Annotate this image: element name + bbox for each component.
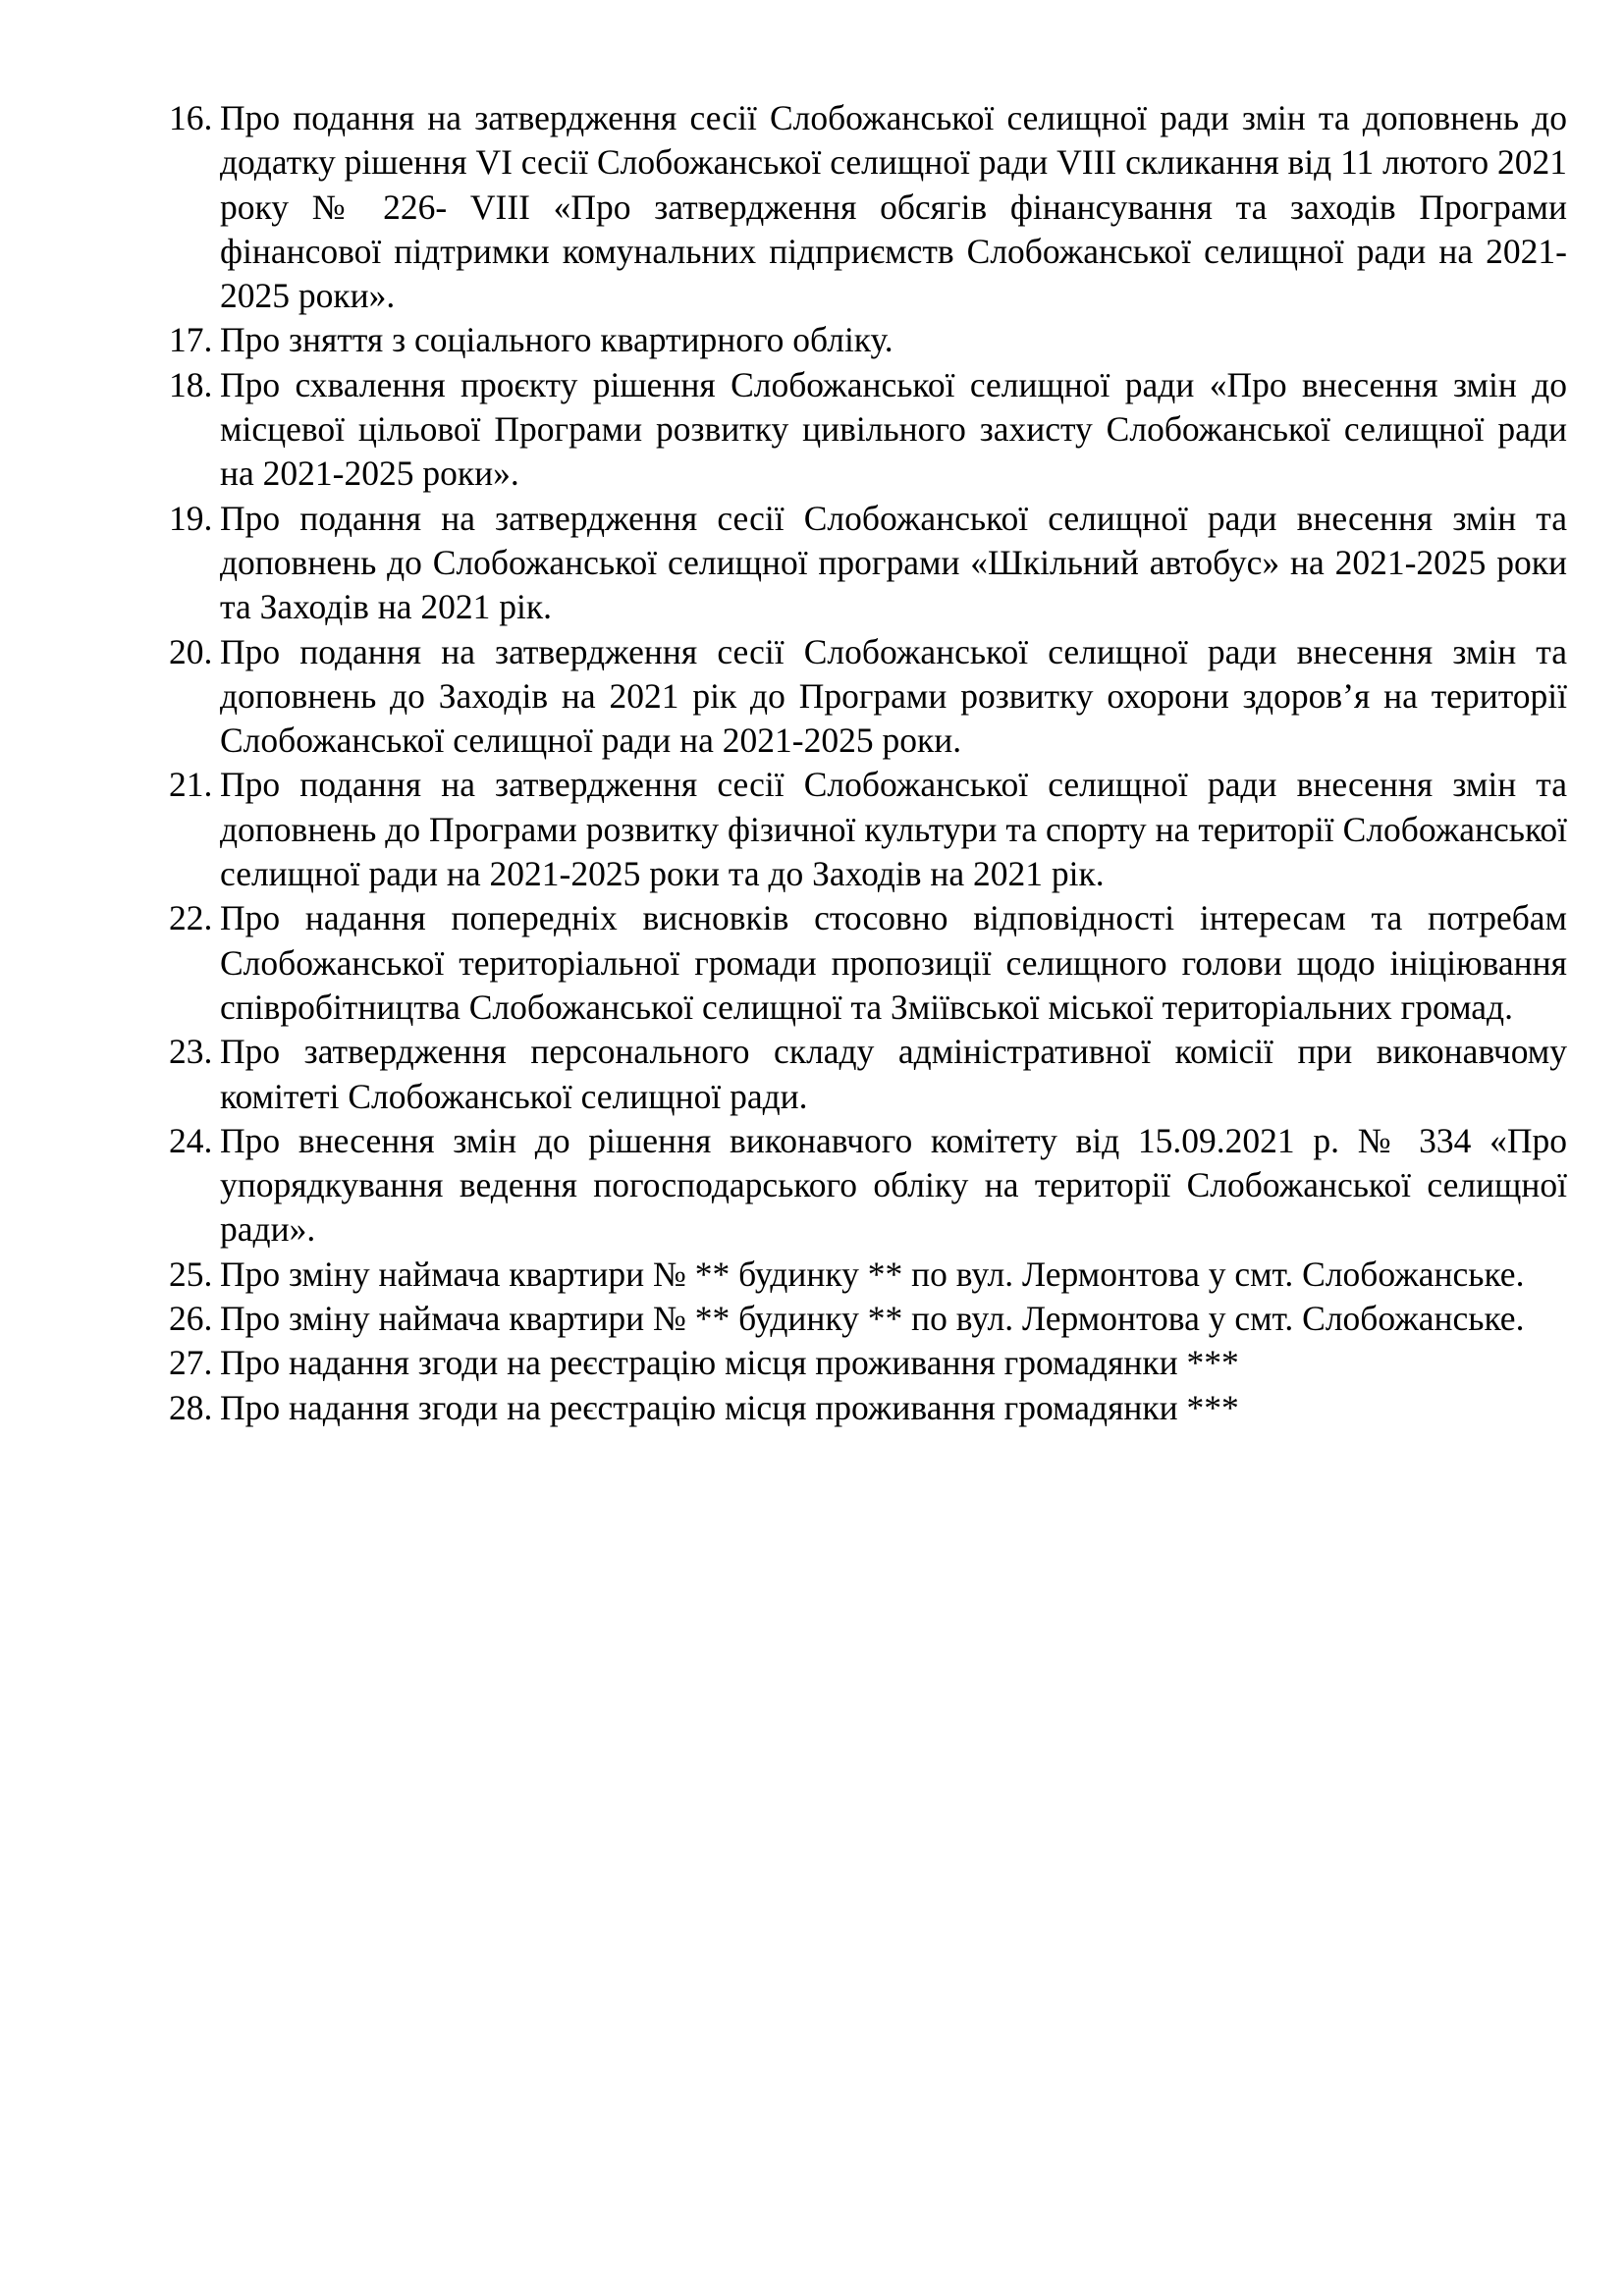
item-number: 26. — [169, 1299, 213, 1339]
item-text: Про надання згоди на реєстрацію місця проживання громадянки *** — [220, 1343, 1239, 1383]
agenda-item-18 — [169, 363, 1567, 497]
agenda-item-28 — [169, 1386, 1567, 1430]
item-text: Про подання на затвердження сесії Слобожанської селищної ради внесення змін та доповнень до Слобожанської селищної програми «Шкільний автобус» на 2021-2025 роки та Заходів на 2021 рік. — [220, 498, 1567, 627]
agenda-list — [169, 96, 1567, 1430]
agenda-item-25 — [169, 1253, 1567, 1297]
agenda-item-17 — [169, 318, 1567, 362]
item-number: 18. — [169, 364, 222, 404]
item-text: Про подання на затвердження сесії Слобожанської селищної ради змін та доповнень до додатку рішення VI сесії Слобожанської селищної ради VIII скликання від 11 лютого 2021 року № 226- VIII «Про затвердження обсягів фінансування та заходів Програми фінансової підтримки комунальних підприємств Слобожанської селищної ради на 2021-2025 роки». — [220, 98, 1568, 316]
item-number: 20. — [169, 631, 213, 671]
agenda-item-24 — [169, 1119, 1567, 1253]
agenda-item-23 — [169, 1030, 1567, 1119]
item-text: Про зміну наймача квартири № ** будинку ** по вул. Лермонтова у смт. Слобожанське. — [220, 1299, 1525, 1339]
item-number: 16. — [169, 98, 213, 137]
agenda-item-26 — [169, 1297, 1567, 1341]
item-number: 21. — [169, 765, 213, 805]
item-number: 24. — [169, 1120, 213, 1160]
item-number: 27. — [169, 1343, 213, 1383]
agenda-item-27 — [169, 1341, 1567, 1385]
item-text: Про затвердження персонального складу адміністративної комісії при виконавчому комітеті Слобожанської селищної ради. — [220, 1032, 1567, 1116]
item-text: Про подання на затвердження сесії Слобожанської селищної ради внесення змін та доповнень до Заходів на 2021 рік до Програми розвитку охорони здоров’я на території Слобожанської селищної ради на 2021-2025 роки. — [220, 631, 1567, 761]
item-text: Про подання на затвердження сесії Слобожанської селищної ради внесення змін та доповнень до Програми розвитку фізичної культури та спорту на території Слобожанської селищної ради на 2021-2025 роки та до Заходів на 2021 рік. — [220, 765, 1567, 894]
agenda-item-16 — [169, 96, 1567, 318]
item-number: 28. — [169, 1387, 213, 1427]
item-number: 22. — [169, 898, 213, 938]
item-text: Про надання згоди на реєстрацію місця проживання громадянки *** — [220, 1387, 1239, 1427]
agenda-item-21 — [169, 763, 1567, 896]
agenda-item-20 — [169, 630, 1567, 764]
item-text: Про надання попередніх висновків стосовно відповідності інтересам та потребам Слобожанської територіальної громади пропозиції селищного голови щодо ініціювання співробітництва Слобожанської селищної та Зміївської міської територіальних громад. — [220, 898, 1567, 1027]
item-number: 19. — [169, 498, 213, 538]
item-number: 23. — [169, 1032, 213, 1072]
agenda-item-19 — [169, 497, 1567, 630]
item-text: Про зміну наймача квартири № ** будинку ** по вул. Лермонтова у смт. Слобожанське. — [220, 1254, 1525, 1294]
item-number: 17. — [169, 320, 213, 360]
item-text: Про внесення змін до рішення виконавчого комітету від 15.09.2021 р. № 334 «Про упорядкування ведення погосподарського обліку на території Слобожанської селищної ради». — [220, 1120, 1567, 1250]
item-number: 25. — [169, 1254, 213, 1294]
item-text: Про зняття з соціального квартирного обліку. — [220, 320, 893, 360]
item-text: Про схвалення проєкту рішення Слобожанської селищної ради «Про внесення змін до місцевої цільової Програми розвитку цивільного захисту Слобожанської селищної ради на 2021-2025 роки». — [220, 364, 1567, 494]
agenda-item-22 — [169, 896, 1567, 1030]
